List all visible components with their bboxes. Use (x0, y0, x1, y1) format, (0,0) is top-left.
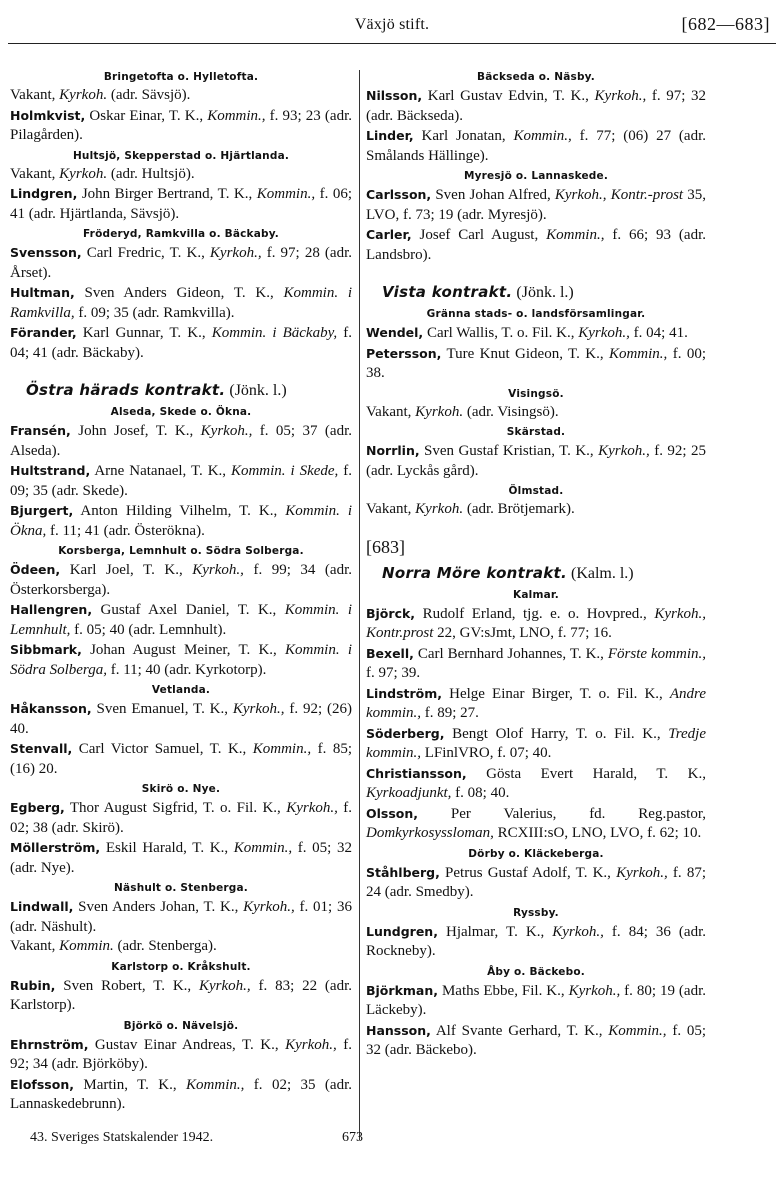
parish-heading: Ölmstad. (508, 485, 564, 497)
clergy-entry (366, 225, 706, 265)
parish-heading: Gränna stads- o. landsförsamlingar. (426, 308, 646, 320)
page-footer (30, 1130, 363, 1146)
office-title: Kyrkoh., (192, 562, 244, 578)
person-surname: Hansson, (366, 1022, 431, 1038)
entry-text: f. 09; 35 (adr. Skede). (10, 463, 352, 499)
clergy-entry (10, 976, 352, 1016)
left-column (10, 70, 352, 1180)
parish-heading: Vetlanda. (151, 684, 211, 696)
parish-heading: Skirö o. Nye. (141, 783, 221, 795)
entry-text: f. 09; 35 (adr. Ramkvilla). (74, 304, 235, 321)
footer-publication: 43. Sveriges Statskalender 1942. (30, 1130, 214, 1145)
contract-heading-norra-more (366, 562, 706, 585)
clergy-entry (10, 560, 352, 600)
office-title: Kommin. i Bäckaby, (211, 325, 338, 341)
contract-name: Östra härads kontrakt. (26, 381, 226, 399)
clergy-entry (366, 441, 706, 481)
entry-text: Carl Victor Samuel, T. K., (72, 741, 253, 757)
entry-text: Eskil Harald, T. K., (100, 840, 234, 856)
clergy-entry (10, 897, 352, 937)
clergy-entry (366, 804, 706, 844)
entry-text: f. 08; 40. (451, 785, 510, 801)
entry-text: f. 11; 41 (adr. Österökna). (46, 522, 205, 539)
clergy-entry (366, 403, 706, 423)
person-surname: Olsson, (366, 805, 419, 821)
entry-text: Karl Joel, T. K., (60, 562, 193, 578)
person-surname: Söderberg, (366, 725, 445, 741)
entry-text: f. 11; 40 (adr. Kyrkotorp). (106, 661, 267, 678)
entry-text: Sven Emanuel, T. K., (91, 701, 233, 717)
person-surname: Bexell, (366, 645, 414, 661)
entry-text: Vakant, (10, 87, 60, 103)
entry-text: Maths Ebbe, Fil. K., (438, 982, 569, 999)
clergy-entry (10, 1035, 352, 1075)
entry-text: 22, GV:sJmt, LNO, f. 77; 16. (433, 625, 612, 641)
person-surname: Fransén, (10, 423, 71, 438)
entry-text: (adr. Hultsjö). (107, 165, 195, 182)
entry-text: Josef Carl August, (411, 227, 547, 243)
diocese-title: Växjö stift. (354, 16, 430, 33)
office-title: Kyrkoh., (578, 325, 630, 341)
entry-text: Carl Wallis, T. o. Fil. K., (423, 325, 579, 341)
page-header (8, 8, 776, 44)
entry-text: (adr. Sävsjö). (107, 87, 191, 103)
clergy-entry (10, 699, 352, 739)
right-groups-c (366, 588, 706, 1061)
left-groups-a (10, 70, 352, 363)
office-title: Kyrkoh., (286, 800, 338, 816)
person-surname: Wendel, (366, 325, 424, 340)
entry-text: f. 97; 28 (adr. Årset). (10, 245, 352, 281)
person-surname: Lindström, (366, 685, 443, 701)
parish-heading: Fröderyd, Ramkvilla o. Bäckaby. (82, 228, 279, 240)
person-surname: Carler, (366, 227, 412, 242)
contract-district: (Jönk. l.) (512, 284, 574, 301)
contract-district: (Kalm. l.) (566, 564, 634, 582)
person-surname: Lindgren, (10, 186, 78, 201)
entry-text: Carl Bernhard Johannes, T. K., (413, 645, 608, 662)
entry-text: Carl Fredric, T. K., (81, 245, 210, 261)
entry-text: f. 83; 22 (adr. Karlstorp). (10, 977, 353, 1013)
office-title: Kyrkoh., (594, 88, 647, 104)
entry-text: f. 05; 40 (adr. Lemnhult). (70, 621, 227, 638)
clergy-entry (10, 600, 352, 640)
parish-heading: Karlstorp o. Kråkshult. (111, 960, 251, 973)
clergy-entry (10, 283, 352, 323)
person-surname: Hallengren, (10, 602, 93, 617)
person-surname: Björkman, (366, 982, 438, 998)
entry-text: f. 92; (26) 40. (10, 701, 352, 737)
person-surname: Sibbmark, (10, 642, 82, 657)
entry-text: f. 89; 27. (421, 705, 479, 721)
contract-heading-vista (366, 281, 706, 304)
person-surname: Christiansson, (366, 765, 467, 781)
clergy-entry (366, 724, 706, 764)
entry-text: Vakant, (10, 165, 60, 182)
person-surname: Hultman, (10, 285, 75, 300)
page-range: [682—683] (681, 14, 770, 34)
parish-heading: Hultsjö, Skepperstad o. Hjärtlanda. (72, 149, 290, 162)
entry-text: Hjalmar, T. K., (437, 923, 553, 940)
clergy-entry (10, 165, 352, 185)
office-title: Kommin. i Södra Solberga, (10, 642, 352, 678)
clergy-entry (366, 764, 706, 804)
entry-text: 35, LVO, f. 73; 19 (adr. Myresjö). (366, 187, 706, 223)
office-title: Kommin., (233, 840, 293, 856)
person-surname: Nilsson, (366, 88, 423, 103)
entry-text: f. 97; 39. (366, 665, 421, 681)
person-surname: Lindwall, (10, 899, 74, 914)
clergy-entry (366, 1021, 706, 1061)
right-column (366, 70, 706, 1180)
office-title: Kommin. i Ramkvilla, (10, 285, 353, 321)
person-surname: Elofsson, (10, 1076, 74, 1092)
person-surname: Hultstrand, (10, 463, 91, 478)
entry-text: Sven Anders Gideon, T. K., (74, 285, 284, 301)
office-title: Domkyrkosyssloman, (366, 825, 494, 841)
parish-heading: Ryssby. (513, 906, 559, 919)
entry-text: f. 84; 36 (adr. Rockneby). (366, 923, 707, 959)
office-title: Kyrkoh., (598, 443, 650, 459)
clergy-entry (10, 86, 352, 106)
entry-text: f. 05; 32 (adr. Bäckebo). (366, 1022, 706, 1058)
entry-text: Karl Jonatan, (413, 128, 514, 144)
entry-text: f. 92; 25 (adr. Lyckås gård). (366, 443, 706, 479)
contract-name: Vista kontrakt. (382, 283, 513, 301)
contract-heading-ostra-harad (10, 379, 352, 402)
office-title: Kommin., (608, 1022, 667, 1039)
office-title: Kyrkoh., (232, 701, 285, 717)
parish-heading: Björkö o. Nävelsjö. (123, 1019, 239, 1032)
entry-text: f. 04; 41. (629, 325, 688, 341)
clergy-entry (366, 126, 706, 166)
clergy-entry (10, 421, 352, 461)
parish-heading: Skärstad. (506, 426, 566, 438)
office-title: Kommin. i Lemnhult, (10, 602, 352, 638)
entry-text: Anton Hilding Vilhelm, T. K., (73, 503, 286, 519)
office-title: Kyrkoh., Kontr.prost (366, 605, 706, 641)
clergy-entry (366, 863, 706, 903)
clergy-entry (366, 684, 706, 724)
clergy-entry (10, 501, 352, 541)
parish-heading: Myresjö o. Lannaskede. (463, 170, 609, 182)
entry-text: Martin, T. K., (73, 1076, 187, 1093)
entry-text: Gustaf Axel Daniel, T. K., (92, 602, 285, 618)
office-title: Kommin. i Ökna, (10, 503, 352, 539)
header-rule (8, 43, 776, 44)
entry-text: f. 85; (16) 20. (10, 741, 352, 777)
entry-text: Vakant, (10, 938, 60, 954)
entry-text: Arne Natanael, T. K., (90, 463, 231, 479)
clergy-entry (10, 323, 352, 363)
entry-text: (adr. Stenberga). (113, 938, 217, 954)
clergy-entry (366, 323, 706, 344)
office-title: Kyrkoh., (209, 245, 262, 261)
office-title: Kyrkoh., (285, 1036, 337, 1053)
clergy-entry (10, 184, 352, 224)
office-title: Kyrkoh., (552, 923, 604, 940)
entry-text: f. 99; 34 (adr. Österkorsberga). (10, 562, 353, 598)
entry-text: Petrus Gustaf Adolf, T. K., (439, 864, 617, 881)
clergy-entry (10, 937, 352, 957)
entry-text: (adr. Visingsö). (463, 403, 559, 420)
footer-page-number: 673 (342, 1130, 363, 1145)
entry-text: Sven Johan Alfred, (431, 187, 555, 203)
entry-text: f. 93; 23 (adr. Pilagården). (10, 107, 352, 143)
parish-heading: Dörby o. Kläckeberga. (468, 847, 604, 860)
person-surname: Bjurgert, (10, 503, 74, 518)
clergy-entry (366, 644, 706, 684)
entry-text: Per Valerius, fd. Reg.pastor, (418, 805, 706, 822)
entry-text: Vakant, (366, 403, 416, 420)
clergy-entry (10, 106, 352, 146)
person-surname: Stenvall, (10, 741, 73, 756)
entry-text: f. 97; 32 (adr. Bäckseda). (366, 88, 707, 124)
entry-text: f. 92; 34 (adr. Björköby). (10, 1036, 352, 1072)
office-title: Kommin. (59, 938, 114, 954)
left-groups-b (10, 405, 352, 1115)
entry-text: Karl Gunnar, T. K., (76, 325, 212, 341)
entry-text: Bengt Olof Harry, T. o. Fil. K., (444, 725, 669, 742)
clergy-entry (10, 640, 352, 680)
entry-text: f. 04; 41 (adr. Bäckaby). (10, 325, 352, 361)
parish-heading: Åby o. Bäckebo. (487, 965, 585, 978)
entry-text: Sven Anders Johan, T. K., (73, 899, 244, 915)
office-title: Tredje kommin., (366, 725, 706, 761)
entry-text: Rudolf Erland, tjg. e. o. Hovpred., (415, 605, 655, 622)
entry-text: John Josef, T. K., (70, 423, 201, 439)
parish-heading: Bäckseda o. Näsby. (477, 71, 595, 83)
right-groups-a (366, 70, 706, 265)
entry-text: f. 00; 38. (366, 345, 706, 381)
office-title: Kyrkoh., (616, 864, 668, 881)
parish-heading: Kalmar. (513, 588, 559, 601)
clergy-entry (10, 798, 352, 838)
person-surname: Linder, (366, 128, 414, 143)
entry-text: Vakant, (366, 501, 416, 517)
person-surname: Ståhlberg, (366, 864, 440, 880)
entry-text: Alf Svante Gerhard, T. K., (430, 1022, 609, 1039)
entry-text: LFinlVRO, f. 07; 40. (421, 745, 552, 761)
parish-heading: Näshult o. Stenberga. (114, 882, 248, 894)
clergy-entry (366, 604, 706, 644)
office-title: Kyrkoh., Kontr.-prost (554, 187, 684, 203)
entry-text: Oskar Einar, T. K., (85, 107, 208, 124)
person-surname: Egberg, (10, 800, 65, 815)
parish-heading: Alseda, Skede o. Ökna. (110, 406, 252, 418)
person-surname: Svensson, (10, 245, 82, 260)
office-title: Kyrkoh. (415, 501, 464, 517)
entry-text: f. 02; 35 (adr. Lannaskedebrunn). (10, 1076, 353, 1112)
person-surname: Petersson, (366, 345, 442, 361)
office-title: Förste kommin., (607, 645, 706, 662)
entry-text: Sven Robert, T. K., (55, 977, 200, 994)
entry-text: f. 80; 19 (adr. Läckeby). (366, 982, 706, 1018)
person-surname: Ehrnström, (10, 1036, 89, 1052)
entry-text: Helge Einar Birger, T. o. Fil. K., (442, 685, 670, 702)
entry-text: Thor August Sigfrid, T. o. Fil. K., (64, 800, 287, 816)
clergy-entry (366, 500, 706, 520)
right-groups-b (366, 307, 706, 520)
entry-text: Gösta Evert Harald, T. K., (466, 765, 706, 782)
person-surname: Holmkvist, (10, 107, 86, 123)
office-title: Kyrkoh. (59, 165, 108, 182)
contract-name: Norra Möre kontrakt. (382, 563, 567, 582)
office-title: Kommin., (608, 345, 668, 362)
clergy-entry (10, 739, 352, 779)
clergy-entry (366, 981, 706, 1021)
entry-text: Karl Gustav Edvin, T. K., (422, 88, 595, 104)
person-surname: Håkansson, (10, 701, 92, 716)
entry-text: RCXIII:sO, LNO, LVO, f. 62; 10. (493, 825, 702, 841)
parish-heading: Bringetofta o. Hylletofta. (103, 71, 259, 83)
office-title: Kyrkoh., (199, 977, 251, 994)
person-surname: Ödeen, (10, 562, 61, 577)
contract-district: (Jönk. l.) (225, 382, 287, 399)
column-divider (359, 70, 360, 1140)
clergy-entry (10, 461, 352, 501)
office-title: Kommin., (252, 741, 312, 757)
page-marker: [683] (366, 536, 405, 557)
office-title: Kommin., (513, 128, 572, 144)
entry-text: f. 02; 38 (adr. Skirö). (10, 800, 353, 836)
office-title: Kommin., (256, 186, 316, 202)
office-title: Kyrkoh., (568, 982, 621, 999)
office-title: Kyrkoh. (59, 87, 108, 103)
person-surname: Förander, (10, 325, 77, 340)
office-title: Kommin., (546, 227, 605, 243)
parish-heading: Korsberga, Lemnhult o. Södra Solberga. (58, 545, 304, 557)
office-title: Kommin., (186, 1076, 245, 1093)
entry-text: f. 87; 24 (adr. Smedby). (366, 864, 706, 900)
entry-text: f. 77; (06) 27 (adr. Smålands Hällinge). (366, 128, 706, 164)
entry-text: John Birger Bertrand, T. K., (77, 186, 257, 202)
entry-text: f. 01; 36 (adr. Näshult). (10, 899, 352, 935)
office-title: Andre kommin., (366, 685, 706, 721)
entry-text: f. 05; 37 (adr. Alseda). (10, 423, 352, 459)
office-title: Kyrkoh. (415, 403, 464, 420)
clergy-entry (366, 86, 706, 126)
clergy-entry (366, 922, 706, 962)
entry-text: f. 06; 41 (adr. Hjärtlanda, Sävsjö). (10, 186, 352, 222)
person-surname: Lundgren, (366, 923, 438, 939)
person-surname: Rubin, (10, 977, 56, 993)
entry-text: Johan August Meiner, T. K., (81, 642, 286, 658)
office-title: Kommin., (207, 107, 266, 124)
person-surname: Carlsson, (366, 187, 432, 202)
office-title: Kyrkoadjunkt, (366, 785, 452, 801)
clergy-entry (10, 243, 352, 283)
office-title: Kyrkoh., (200, 423, 253, 439)
entry-text: (adr. Brötjemark). (463, 501, 575, 517)
entry-text: Sven Gustaf Kristian, T. K., (419, 443, 599, 459)
office-title: Kommin. i Skede, (230, 463, 339, 479)
parish-heading: Visingsö. (508, 387, 564, 400)
office-title: Kyrkoh., (243, 899, 295, 915)
entry-text: f. 05; 32 (adr. Nye). (10, 840, 352, 876)
clergy-entry (10, 838, 352, 878)
entry-text: Gustav Einar Andreas, T. K., (88, 1036, 286, 1053)
clergy-entry (366, 344, 706, 384)
person-surname: Björck, (366, 605, 416, 621)
person-surname: Norrlin, (366, 443, 420, 458)
clergy-entry (366, 185, 706, 225)
person-surname: Möllerström, (10, 840, 101, 855)
clergy-entry (10, 1075, 352, 1115)
entry-text: Ture Knut Gideon, T. K., (441, 345, 609, 362)
entry-text: f. 66; 93 (adr. Landsbro). (366, 227, 706, 263)
